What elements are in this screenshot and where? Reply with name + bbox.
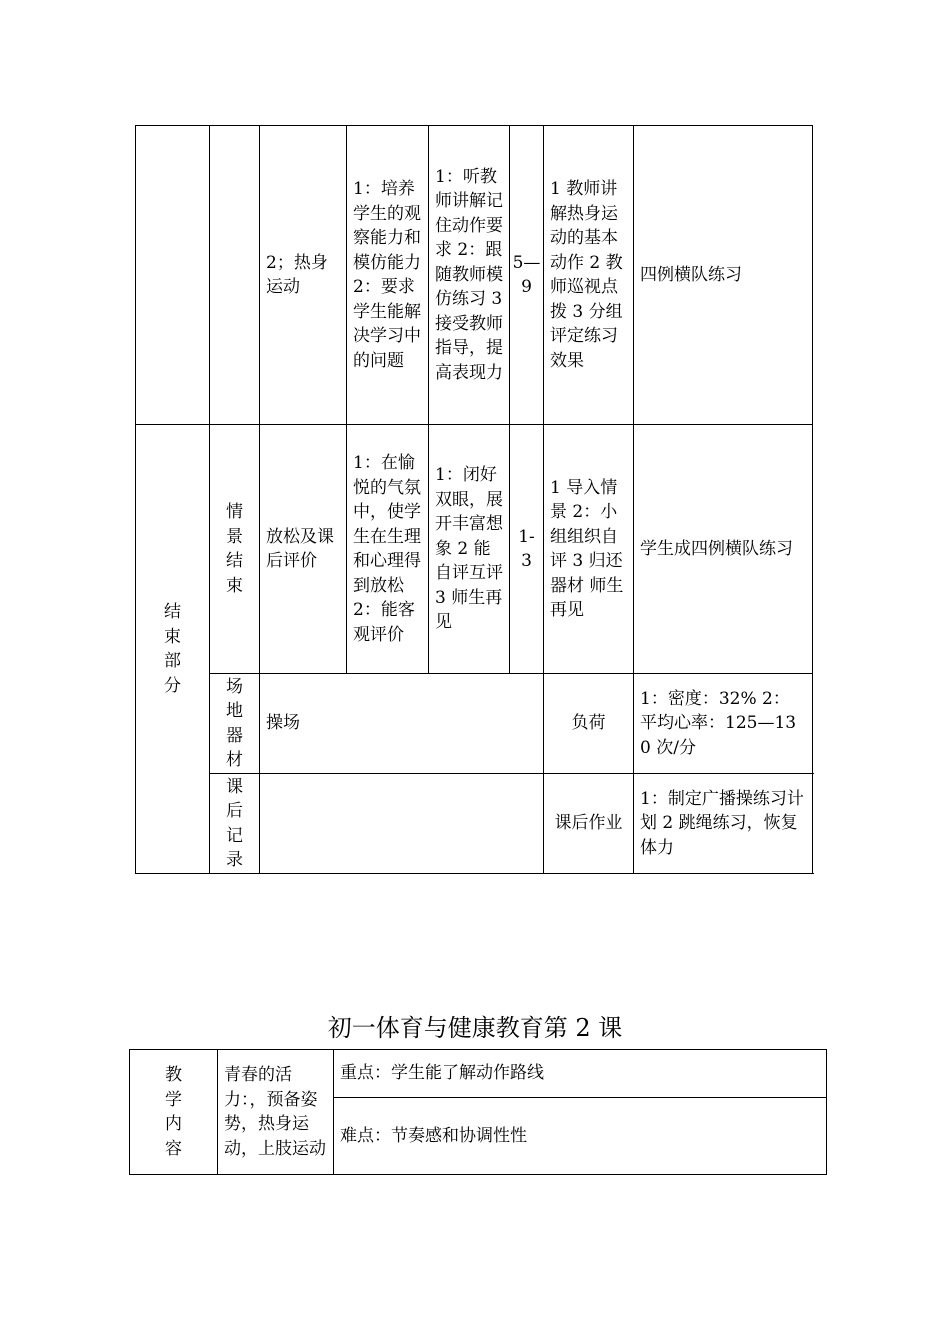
empty-cell: [210, 126, 260, 425]
organization: 四例横队练习: [634, 126, 813, 425]
activity-content: 2；热身运动: [260, 126, 347, 425]
time-minutes: 1-3: [510, 425, 544, 674]
teaching-content-table: [129, 1049, 827, 1175]
difficulty-point: 难点：节奏感和协调性性: [334, 1098, 827, 1175]
notes-label: 课后记录: [210, 774, 260, 874]
load-value: 1：密度：32% 2：平均心率：125—130 次/分: [634, 674, 813, 774]
key-point: 重点：学生能了解动作路线: [334, 1050, 827, 1098]
venue-value: 操场: [260, 674, 544, 774]
section-label: 结束部分: [136, 425, 210, 874]
time-minutes: 5—9: [510, 126, 544, 425]
student-activity: 1：闭好双眼，展开丰富想象 2 能自评互评 3 师生再见: [429, 425, 510, 674]
notes-value: [260, 774, 544, 874]
teaching-goal: 1：在愉悦的气氛中，使学生在生理和心理得到放松 2：能客观评价: [347, 425, 429, 674]
homework-label: 课后作业: [544, 774, 634, 874]
student-activity: 1：听教师讲解记住动作要求 2：跟随教师模仿练习 3 接受教师指导，提高表现力: [429, 126, 510, 425]
lesson-plan-table: [135, 125, 813, 874]
activity-content: 放松及课后评价: [260, 425, 347, 674]
load-label: 负荷: [544, 674, 634, 774]
teaching-goal: 1：培养学生的观察能力和模仿能力 2：要求学生能解决学习中的问题: [347, 126, 429, 425]
homework-value: 1：制定广播操练习计划 2 跳绳练习，恢复体力: [634, 774, 813, 874]
lesson-title: 初一体育与健康教育第 2 课: [327, 1014, 623, 1042]
organization: 学生成四例横队练习: [634, 425, 813, 674]
content-label: 教学内容: [130, 1050, 218, 1175]
venue-label: 场地器材: [210, 674, 260, 774]
teacher-activity: 1 导入情景 2：小组组织自评 3 归还器材 师生再见: [544, 425, 634, 674]
lesson-topic: 青春的活力：，预备姿势，热身运动，上肢运动: [218, 1050, 334, 1175]
stage-label: 情景结束: [210, 425, 260, 674]
empty-cell: [136, 126, 210, 425]
teacher-activity: 1 教师讲解热身运动的基本动作 2 教师巡视点拨 3 分组评定练习效果: [544, 126, 634, 425]
